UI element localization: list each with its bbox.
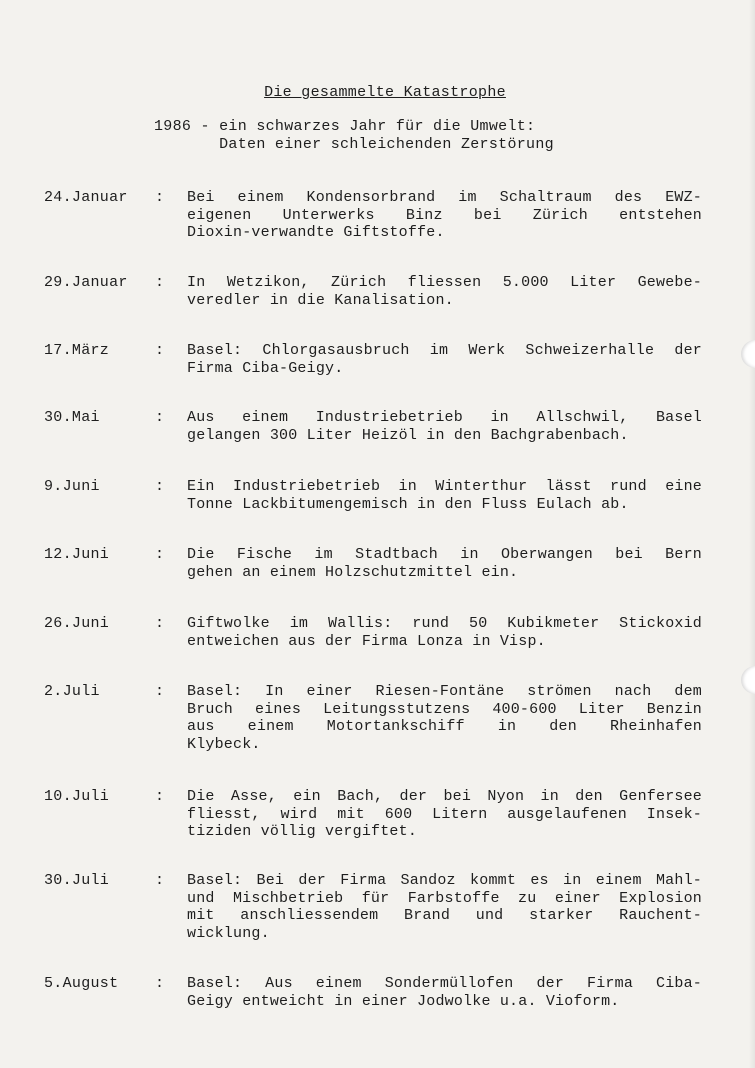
entry-text-line: Basel: In einer Riesen-Fontäne strömen nach dem [187,683,702,700]
entry-text [187,478,702,513]
punch-hole-top [741,340,755,368]
entry-separator: : [155,683,165,700]
entry-text-line: Die Fische im Stadtbach in Oberwangen bei Bern [187,546,702,563]
punch-hole-bottom [741,666,755,694]
entry-text-line: gelangen 300 Liter Heizöl in den Bachgrabenbach. [187,426,629,444]
entry-separator: : [155,615,165,632]
entry-text-line: veredler in die Kanalisation. [187,291,454,309]
document-subtitle: 1986 - ein schwarzes Jahr für die Umwelt: Daten einer schleichenden Zerstörung [154,118,554,153]
document-title: Die gesammelte Katastrophe [264,84,506,101]
entry-date: 2.Juli [44,683,100,700]
entry-text-line: aus einem Motortankschiff in den Rheinhafen [187,718,702,735]
entry-text-line: gehen an einem Holzschutzmittel ein. [187,563,519,581]
entry-text [187,342,702,377]
entry-text-line: Klybeck. [187,735,261,753]
entry-separator: : [155,342,165,359]
entry-date: 10.Juli [44,788,110,805]
entry-text-line: fliesst, wird mit 600 Litern ausgelaufenen Insek- [187,805,702,823]
entry-text-line: Giftwolke im Wallis: rund 50 Kubikmeter Stickoxid [187,615,702,632]
entry-separator: : [155,872,165,889]
entry-text-line: In Wetzikon, Zürich fliessen 5.000 Liter Gewebe- [187,274,702,291]
entry-separator: : [155,478,165,495]
entry-text [187,409,702,444]
entry-text [187,975,702,1010]
entry-text-line: tiziden völlig vergiftet. [187,823,418,840]
page-edge [749,0,755,1068]
entry-separator: : [155,788,165,805]
entry-text-line: Bruch eines Leitungsstutzens 400-600 Liter Benzin [187,700,702,718]
entry-text-line: Dioxin-verwandte Giftstoffe. [187,224,445,241]
entry-text-line: Firma Ciba-Geigy. [187,359,344,377]
entry-date: 12.Juni [44,546,110,563]
entry-text [187,872,702,942]
entry-text [187,615,702,650]
entry-text-line: Ein Industriebetrieb in Winterthur lässt rund eine [187,478,702,495]
entry-text [187,189,702,242]
entry-text-line: Bei einem Kondensorbrand im Schaltraum des EWZ- [187,189,702,206]
entry-text-line: mit anschliessendem Brand und starker Rauchent- [187,907,702,924]
entry-text-line: entweichen aus der Firma Lonza in Visp. [187,632,546,650]
entry-text-line: Basel: Aus einem Sondermüllofen der Firma Ciba- [187,975,702,992]
entry-text-line: Geigy entweicht in einer Jodwolke u.a. Vioform. [187,992,620,1010]
entry-text [187,788,702,841]
entry-text-line: Basel: Chlorgasausbruch im Werk Schweizerhalle der [187,342,702,359]
entry-text [187,546,702,581]
entry-text-line: Die Asse, ein Bach, der bei Nyon in den Genfersee [187,788,702,805]
entry-text-line: Tonne Lackbitumengemisch in den Fluss Eulach ab. [187,495,629,513]
entry-date: 9.Juni [44,478,100,495]
entry-text-line: Basel: Bei der Firma Sandoz kommt es in einem Mahl- [187,872,702,889]
entry-date: 26.Juni [44,615,110,632]
entry-date: 30.Mai [44,409,100,426]
entry-separator: : [155,409,165,426]
entry-separator: : [155,975,165,992]
entry-date: 17.März [44,342,110,359]
entry-separator: : [155,189,165,206]
entry-text-line: Aus einem Industriebetrieb in Allschwil, Basel [187,409,702,426]
entry-text [187,683,702,753]
entry-date: 29.Januar [44,274,128,291]
entry-date: 30.Juli [44,872,110,889]
entry-separator: : [155,274,165,291]
entry-text-line: und Mischbetrieb für Farbstoffe zu einer Explosion [187,889,702,907]
entry-text-line: wicklung. [187,924,270,942]
entry-separator: : [155,546,165,563]
entry-date: 5.August [44,975,119,992]
entry-date: 24.Januar [44,189,128,206]
entry-text [187,274,702,309]
entry-text-line: eigenen Unterwerks Binz bei Zürich entstehen [187,206,702,224]
